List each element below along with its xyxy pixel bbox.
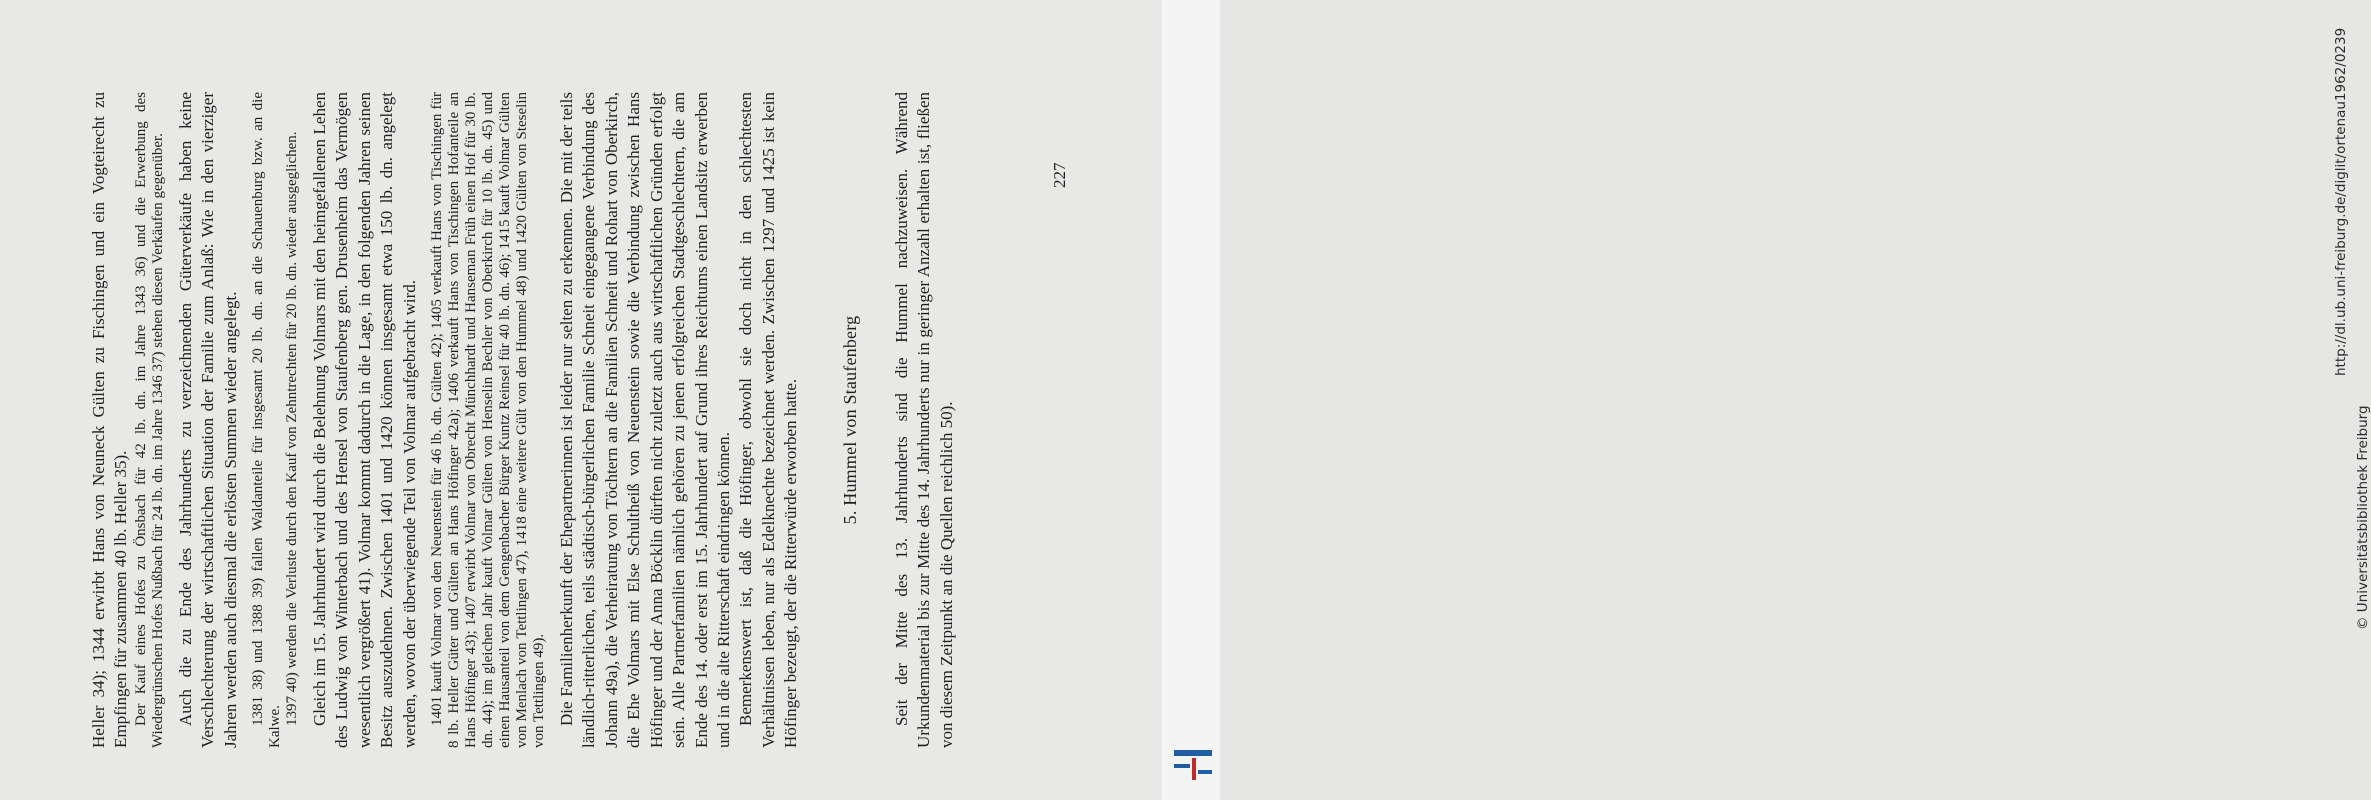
body-paragraph: Gleich im 15. Jahrhundert wird durch die Belehnung Volmars mit den heimgefallenen Lehen des Ludwig von Winterbach und des Hensel von Staufenberg gen. Drusenheim das Vermögen wesentlich vergrößert 41). Volmar kommt dadurch in die Lage, in den folgenden Jahren seinen Besitz auszudehnen. Zwischen 1401 und 1420 können insgesamt etwa 150 lb. dn. angelegt werden, wovon der überwiegende Teil von Volmar aufgebracht wird. [310, 92, 419, 748]
rotated-page-content [0, 0, 1162, 800]
closing-paragraph: Seit der Mitte des 13. Jahrhunderts sind die Hummel nachzuweisen. Während Urkundenmaterial bis zur Mitte des 14. Jahrhunderts nur in geringer Anzahl erhalten ist, fließen von diesem Zeitpunkt an die Quellen reichlich 50). [891, 92, 956, 748]
body-paragraph: 1397 40) werden die Verluste durch den Kauf von Zehntrechten für 20 lb. dn. wieder ausgeglichen. [284, 131, 301, 726]
scanned-page [0, 0, 1162, 800]
ub-freiburg-logo-icon [1172, 746, 1214, 784]
logo-bar-red [1192, 758, 1196, 780]
section-heading: 5. Hummel von Staufenberg [839, 315, 860, 525]
body-paragraph: 1381 38) und 1388 39) fallen Waldanteile für insgesamt 20 lb. dn. an die Schauenburg bzw. an die Kalwe. [250, 92, 284, 748]
logo-bar-blue-top [1174, 750, 1212, 756]
copyright-notice: © Universitätsbibliothek Freiburg [2355, 405, 2371, 630]
body-paragraph: Heller 34); 1344 erwirbt Hans von Neuneck Gülten zu Fischingen und ein Vogteirecht zu Empfingen für zusammen 40 lb. Heller 35). [89, 92, 131, 748]
source-url-link[interactable]: http://dl.ub.uni-freiburg.de/diglit/ortenau1962/0239 [2333, 27, 2349, 376]
page-number: 227 [1050, 162, 1069, 188]
body-paragraph: Auch die zu Ende des Jahrhunderts zu verzeichnenden Güterverkäufe haben keine Verschlechterung der wirtschaftlichen Situation der Familie zum Anlaß: Wie in den vierziger Jahren werden auch diesmal die erlösten Summen wieder angelegt. [175, 92, 240, 748]
paragraph-list [88, 92, 803, 748]
logo-bar-blue-mid [1174, 764, 1190, 768]
body-paragraph: Bemerkenswert ist, daß die Höfinger, obwohl sie doch nicht in den schlechtesten Verhältnissen leben, nur als Edelknechte bezeichnet werden. Zwischen 1297 und 1425 ist kein Höfinger bezeugt, der die Ritterwürde erworben hatte. [736, 92, 801, 748]
body-paragraph: Die Familienherkunft der Ehepartnerinnen ist leider nur selten zu erkennen. Die mit der teils ländlich-ritterlichen, teils städtisch-bürgerlichen Familie Schneit eingegangene Verbindung des Johann 49a), die Verheiratung von Töchtern an die Familien Schneit und Rohart von Oberkirch, die Ehe Volmars mit Else Schultheiß von Neuenstein sowie die Verbindung zwischen Hans Höfinger und der Anna Böcklin dürften nicht zuletzt auch aus wirtschaftlichen Gründen erfolgt sein. Alle Partnerfamilien nämlich gehören zu jenen erfolgreichen Stadtgeschlechtern, die am Ende des 14. oder erst im 15. Jahrhundert auf Grund ihres Reichtums einen Landsitz erwerben und in die alte Ritterschaft eindringen können. [557, 92, 733, 748]
body-paragraph: Der Kauf eines Hofes zu Önsbach für 42 lb. dn. im Jahre 1343 36) und die Erwerbung des Wiedergrünschen Hofes Nußbach für 24 lb. dn. im Jahre 1346 37) stehen diesen Verkäufen gegenüber. [132, 92, 166, 748]
page-body-text [88, 92, 958, 748]
viewer-sidebar [1162, 0, 2371, 800]
logo-bar-blue-low [1198, 770, 1212, 774]
body-paragraph: 1401 kauft Volmar von den Neuenstein für 46 lb. dn. Gülten 42); 1405 verkauft Hans von Tischingen für 8 lb. Heller Güter und Gülten an Hans Höfinger 42a); 1406 verkauft Hans von Tischingen Hofanteile an Hans Höfinger 43); 1407 erwirbt Volmar von Obrecht Münchhardt und Hanseman Früh einen Hof für 30 lb. dn. 44); im gleichen Jahr kauft Volmar Gülten von Henselin Bechler von Oberkirch für 10 lb. dn. 45) und einen Hausanteil von dem Gengenbacher Bürger Kuntz Reinsel für 40 lb. dn. 46); 1415 kauft Volmar Gülten von Menlach von Tettlingen 47), 1418 eine weitere Gült von den Hummel 48) und 1420 Gülten von Steselin von Tettlingen 49). [429, 92, 548, 748]
